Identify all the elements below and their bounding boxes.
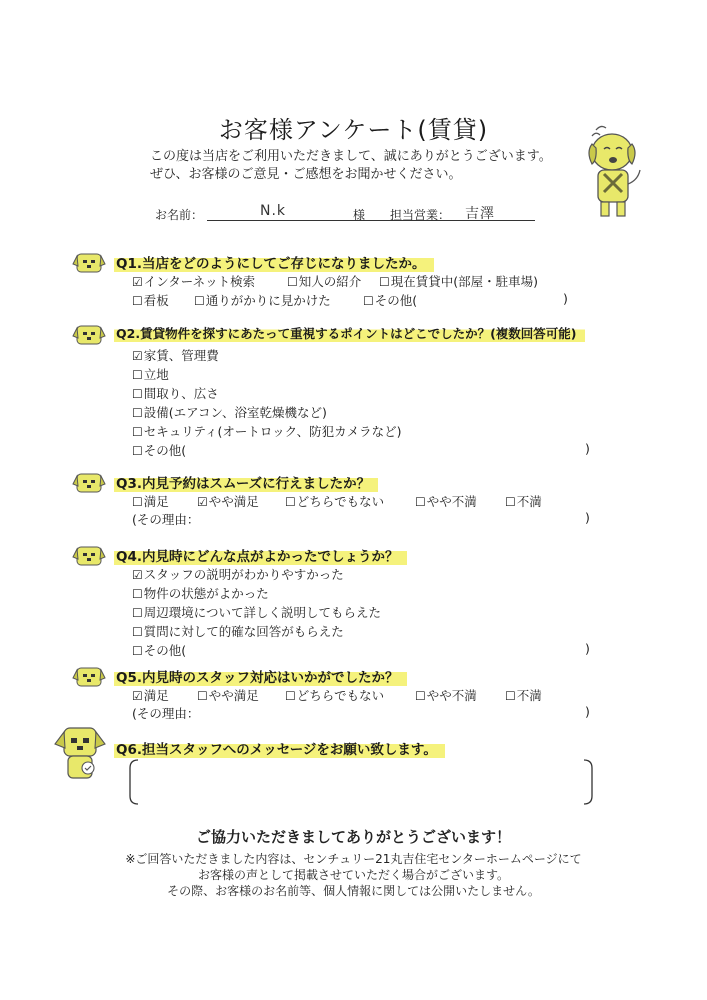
question-2: Q2.賃貸物件を探すにあたって重視するポイントはどこでしたか？(複数回答可能) — [114, 324, 585, 342]
checkbox-checked-icon: ☑ — [132, 568, 143, 582]
checkbox-icon: ☐ — [285, 689, 296, 703]
q4-option-accurate-answers[interactable]: ☐質問に対して的確な回答がもらえた — [132, 624, 344, 639]
q1-option-signboard[interactable]: ☐看板 — [132, 293, 169, 308]
q1-other-close: ) — [563, 291, 568, 306]
q2-option-equipment[interactable]: ☐設備(エアコン、浴室乾燥機など) — [132, 405, 327, 420]
mascot-dog-small-illustration — [52, 724, 108, 784]
dog-face-icon — [72, 470, 106, 494]
footer-line-3: その際、お客様のお名前等、個人情報に関しては公開いたしません。 — [167, 884, 540, 898]
q5-reason-label[interactable]: (その理由： — [132, 706, 200, 721]
staff-label: 担当営業： — [390, 208, 451, 222]
q3-option-satisfied[interactable]: ☐満足 — [132, 494, 169, 509]
q5-option-somewhat-dissatisfied[interactable]: ☐やや不満 — [415, 688, 477, 703]
checkbox-icon: ☐ — [379, 275, 390, 289]
name-row — [155, 203, 535, 223]
q1-option-referral[interactable]: ☐知人の紹介 — [287, 274, 362, 289]
q3-reason-close: ) — [585, 510, 590, 525]
q4-option-property-condition[interactable]: ☐物件の状態がよかった — [132, 586, 269, 601]
dog-face-icon — [72, 543, 106, 567]
message-input-area[interactable] — [128, 758, 594, 806]
q2-option-location[interactable]: ☐立地 — [132, 367, 169, 382]
honorific-label: 様 — [353, 208, 366, 222]
dog-face-icon — [72, 664, 106, 688]
dog-face-icon — [72, 322, 106, 346]
question-5: Q5.内見時のスタッフ対応はいかがでしたか？ — [114, 666, 407, 686]
intro-line-1: この度は当店をご利用いただきまして、誠にありがとうございます。 — [150, 149, 552, 164]
checkbox-icon: ☐ — [132, 644, 143, 658]
q5-option-dissatisfied[interactable]: ☐不満 — [505, 688, 542, 703]
q2-option-security[interactable]: ☐セキュリティ(オートロック、防犯カメラなど) — [132, 424, 402, 439]
q4-other-close: ) — [585, 641, 590, 656]
checkbox-checked-icon: ☑ — [197, 495, 208, 509]
q5-option-neutral[interactable]: ☐どちらでもない — [285, 688, 385, 703]
q2-option-floorplan[interactable]: ☐間取り、広さ — [132, 386, 219, 401]
q2-option-rent[interactable]: ☑家賃、管理費 — [132, 348, 219, 363]
dog-face-icon — [72, 250, 106, 274]
staff-name-value[interactable]: 吉澤 — [465, 206, 495, 222]
checkbox-icon: ☐ — [132, 495, 143, 509]
checkbox-icon: ☐ — [132, 444, 143, 458]
mascot-dog-illustration — [578, 122, 648, 220]
footer-thanks: ご協力いただきましてありがとうございます！ — [195, 828, 511, 846]
checkbox-icon: ☐ — [132, 406, 143, 420]
q1-option-other[interactable]: ☐その他( — [363, 293, 418, 308]
intro-line-2: ぜひ、お客様のご意見・ご感想をお聞かせください。 — [150, 167, 462, 182]
checkbox-icon: ☐ — [505, 689, 516, 703]
q3-option-somewhat-dissatisfied[interactable]: ☐やや不満 — [415, 494, 477, 509]
q3-option-neutral[interactable]: ☐どちらでもない — [285, 494, 385, 509]
footer-line-2: お客様の声として掲載させていただく場合がございます。 — [197, 868, 510, 882]
checkbox-icon: ☐ — [132, 606, 143, 620]
name-underline — [207, 220, 535, 221]
question-6: Q6.担当スタッフへのメッセージをお願い致します。 — [114, 738, 445, 758]
q1-option-passing-by[interactable]: ☐通りがかりに見かけた — [194, 293, 331, 308]
checkbox-icon: ☐ — [132, 387, 143, 401]
q5-option-satisfied[interactable]: ☑満足 — [132, 688, 169, 703]
checkbox-icon: ☐ — [194, 294, 205, 308]
q3-reason-label[interactable]: (その理由： — [132, 512, 200, 527]
q1-option-current-tenant[interactable]: ☐現在賃貸中(部屋・駐車場) — [379, 274, 539, 289]
checkbox-icon: ☐ — [505, 495, 516, 509]
q3-option-dissatisfied[interactable]: ☐不満 — [505, 494, 542, 509]
checkbox-icon: ☐ — [415, 495, 426, 509]
q2-other-close: ) — [585, 441, 590, 456]
q4-option-other[interactable]: ☐その他( — [132, 643, 187, 658]
checkbox-icon: ☐ — [197, 689, 208, 703]
checkbox-icon: ☐ — [363, 294, 374, 308]
q4-option-clear-explanation[interactable]: ☑スタッフの説明がわかりやすかった — [132, 567, 344, 582]
page-title: お客様アンケート(賃貸) — [218, 116, 489, 144]
checkbox-checked-icon: ☑ — [132, 275, 143, 289]
checkbox-icon: ☐ — [415, 689, 426, 703]
question-1: Q1.当店をどのようにしてご存じになりましたか。 — [114, 252, 434, 272]
checkbox-icon: ☐ — [285, 495, 296, 509]
footer-line-1: ※ご回答いただきました内容は、センチュリー21丸吉住宅センターホームページにて — [125, 852, 582, 866]
q3-option-somewhat-satisfied[interactable]: ☑やや満足 — [197, 494, 259, 509]
checkbox-icon: ☐ — [132, 587, 143, 601]
checkbox-checked-icon: ☑ — [132, 349, 143, 363]
q1-option-internet[interactable]: ☑インターネット検索 — [132, 274, 256, 289]
checkbox-icon: ☐ — [132, 368, 143, 382]
name-label: お名前： — [155, 208, 204, 222]
q5-option-somewhat-satisfied[interactable]: ☐やや満足 — [197, 688, 259, 703]
q5-reason-close: ) — [585, 704, 590, 719]
checkbox-icon: ☐ — [132, 294, 143, 308]
checkbox-checked-icon: ☑ — [132, 689, 143, 703]
message-bracket-frame — [128, 758, 594, 806]
q2-option-other[interactable]: ☐その他( — [132, 443, 187, 458]
customer-name-value[interactable]: N.k — [260, 203, 287, 219]
checkbox-icon: ☐ — [132, 425, 143, 439]
checkbox-icon: ☐ — [287, 275, 298, 289]
checkbox-icon: ☐ — [132, 625, 143, 639]
question-3: Q3.内見予約はスムーズに行えましたか？ — [114, 472, 378, 492]
q4-option-surroundings[interactable]: ☐周辺環境について詳しく説明してもらえた — [132, 605, 382, 620]
question-4: Q4.内見時にどんな点がよかったでしょうか？ — [114, 545, 407, 565]
